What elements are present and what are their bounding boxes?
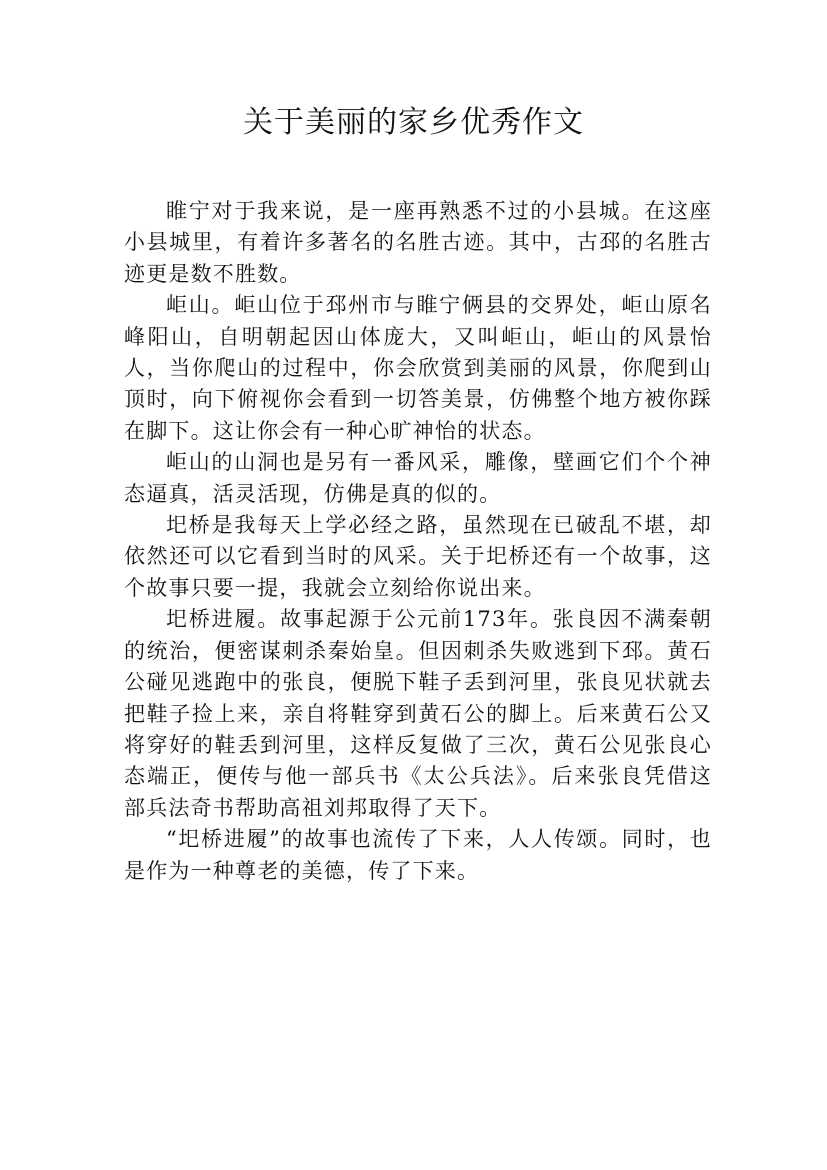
page-title: 关于美丽的家乡优秀作文 [243,105,584,140]
paragraph-4: 圯桥是我每天上学必经之路，虽然现在已破乱不堪，却依然还可以它看到当时的风采。关于圯桥还有一个故事，这个故事只要一提，我就会立刻给你说出来。 [124,513,712,600]
paragraph-1: 睢宁对于我来说，是一座再熟悉不过的小县城。在这座小县城里，有着许多著名的名胜古迹。其中，古邳的名胜古迹更是数不胜数。 [124,199,712,286]
paragraph-6: “圯桥进履”的故事也流传了下来，人人传颂。同时，也是作为一种尊老的美德，传了下来。 [124,827,712,883]
paragraph-3: 岠山的山洞也是另有一番风采，雕像，壁画它们个个神态逼真，活灵活现，仿佛是真的似的。 [124,450,712,506]
paragraph-5: 圯桥进履。故事起源于公元前173年。张良因不满秦朝的统治，便密谋刺杀秦始皇。但因刺杀失败逃到下邳。黄石公碰见逃跑中的张良，便脱下鞋子丢到河里，张良见状就去把鞋子捡上来，亲自将鞋穿到黄石公的脚上。后来黄石公又将穿好的鞋丢到河里，这样反复做了三次，黄石公见张良心态端正，便传与他一部兵书《太公兵法》。后来张良凭借这部兵法奇书帮助高祖刘邦取得了天下。 [124,607,712,820]
article-body [124,196,712,887]
paragraph-2: 岠山。岠山位于邳州市与睢宁俩县的交界处，岠山原名峰阳山，自明朝起因山体庞大，又叫岠山，岠山的风景怡人，当你爬山的过程中，你会欣赏到美丽的风景，你爬到山顶时，向下俯视你会看到一切答美景，仿佛整个地方被你踩在脚下。这让你会有一种心旷神怡的状态。 [124,293,712,443]
